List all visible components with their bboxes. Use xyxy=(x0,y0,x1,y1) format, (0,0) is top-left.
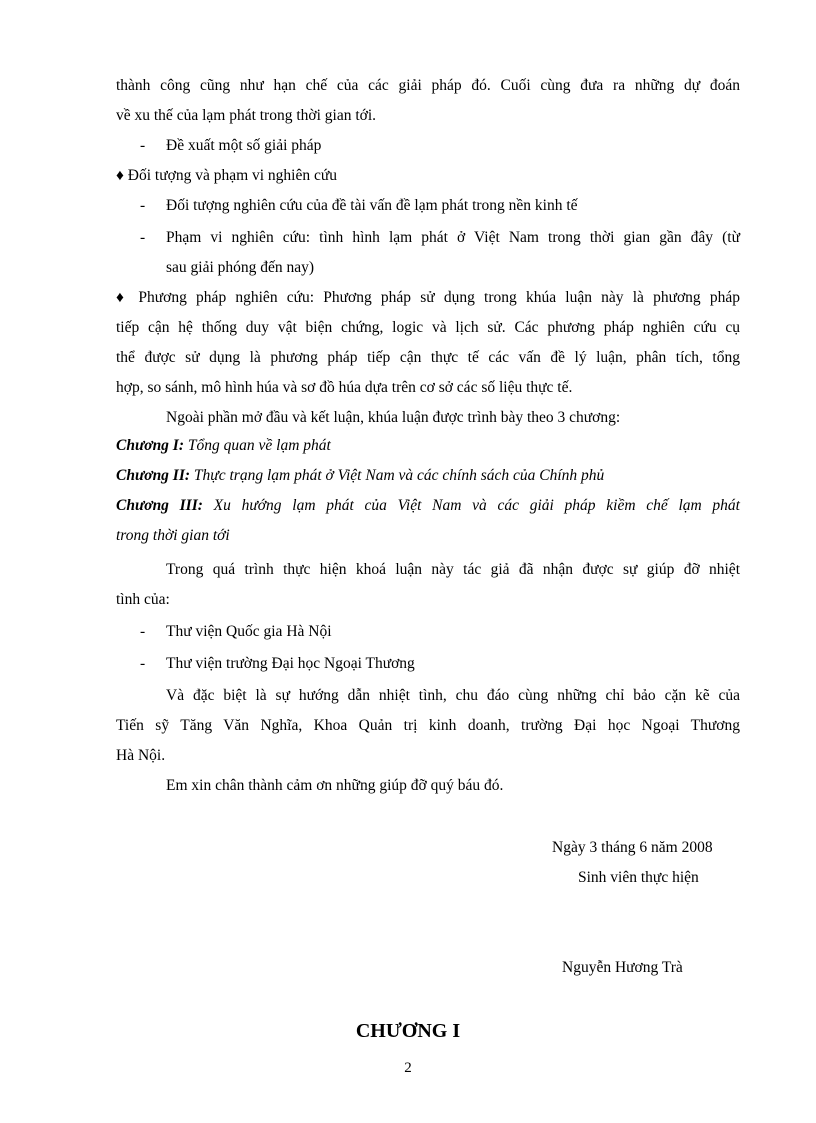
intro-line-2: về xu thế của lạm phát trong thời gian tới. xyxy=(116,107,377,124)
method-line-3: thể được sử dụng là phương pháp tiếp cận thực tế các vấn đề lý luận, phân tích, tổng xyxy=(116,349,740,366)
chapter3-title-line-1: Xu hướng lạm phát của Việt Nam và các giải pháp kiềm chế lạm phát xyxy=(213,497,740,514)
page-number: 2 xyxy=(404,1060,412,1076)
dash-marker: - xyxy=(140,229,146,246)
chapter3-title-line-2: trong thời gian tới xyxy=(116,527,230,544)
thanks-line-1: Trong quá trình thực hiện khoá luận này tác giả đã nhận được sự giúp đỡ nhiệt xyxy=(166,561,740,578)
method-line-4: hợp, so sánh, mô hình húa và sơ đồ húa dựa trên cơ sở các số liệu thực tế. xyxy=(116,379,573,396)
chapter3-entry xyxy=(116,496,740,516)
chapter-heading: CHƯƠNG I xyxy=(355,1020,461,1042)
dash-marker: - xyxy=(140,655,146,672)
dash-marker: - xyxy=(140,197,146,214)
scope-range-line-1: Phạm vi nghiên cứu: tình hình lạm phát ở Việt Nam trong thời gian gần đây (từ xyxy=(166,229,740,246)
special-thanks-line-3: Hà Nội. xyxy=(116,747,166,764)
structure-intro: Ngoài phần mở đầu và kết luận, khúa luận được trình bày theo 3 chương: xyxy=(166,409,621,426)
scope-heading: ♦ Đối tượng và phạm vi nghiên cứu xyxy=(116,167,338,184)
chapter1-entry xyxy=(116,436,740,456)
library-2: Thư viện trường Đại học Ngoại Thương xyxy=(166,655,415,672)
thanks-line-2: tình của: xyxy=(116,591,170,608)
method-line-1: ♦ Phương pháp nghiên cứu: Phương pháp sử dụng trong khúa luận này là phương pháp xyxy=(116,289,740,306)
chapter3-label: Chương III: xyxy=(116,497,203,514)
chapter2-label: Chương II: xyxy=(116,467,191,484)
closing-line: Em xin chân thành cảm ơn những giúp đỡ quý báu đó. xyxy=(166,777,504,794)
dash-marker: - xyxy=(140,623,146,640)
bullet-solutions: Đề xuất một số giải pháp xyxy=(166,137,322,154)
scope-range-line-2: sau giải phóng đến nay) xyxy=(166,259,315,276)
scope-object: Đối tượng nghiên cứu của đề tài vấn đề lạm phát trong nền kinh tế xyxy=(166,197,578,214)
special-thanks-line-2: Tiến sỹ Tăng Văn Nghĩa, Khoa Quản trị kinh doanh, trường Đại học Ngoại Thương xyxy=(116,717,740,734)
signature-name: Nguyễn Hương Trà xyxy=(562,959,683,976)
library-1: Thư viện Quốc gia Hà Nội xyxy=(166,623,332,640)
chapter1-title: Tổng quan về lạm phát xyxy=(187,437,331,454)
dash-marker: - xyxy=(140,137,146,154)
intro-line-1: thành công cũng như hạn chế của các giải pháp đó. Cuối cùng đưa ra những dự đoán xyxy=(116,77,740,94)
method-line-2: tiếp cận hệ thống duy vật biện chứng, logic và lịch sử. Các phương pháp nghiên cứu cụ xyxy=(116,319,740,336)
signature-date: Ngày 3 tháng 6 năm 2008 xyxy=(552,839,713,856)
chapter2-title: Thực trạng lạm phát ở Việt Nam và các chính sách của Chính phủ xyxy=(193,467,605,484)
signature-role: Sinh viên thực hiện xyxy=(578,869,699,886)
chapter1-label: Chương I: xyxy=(116,437,185,454)
chapter2-entry xyxy=(116,466,740,486)
special-thanks-line-1: Và đặc biệt là sự hướng dẫn nhiệt tình, chu đáo cùng những chỉ bảo cặn kẽ của xyxy=(166,687,740,704)
